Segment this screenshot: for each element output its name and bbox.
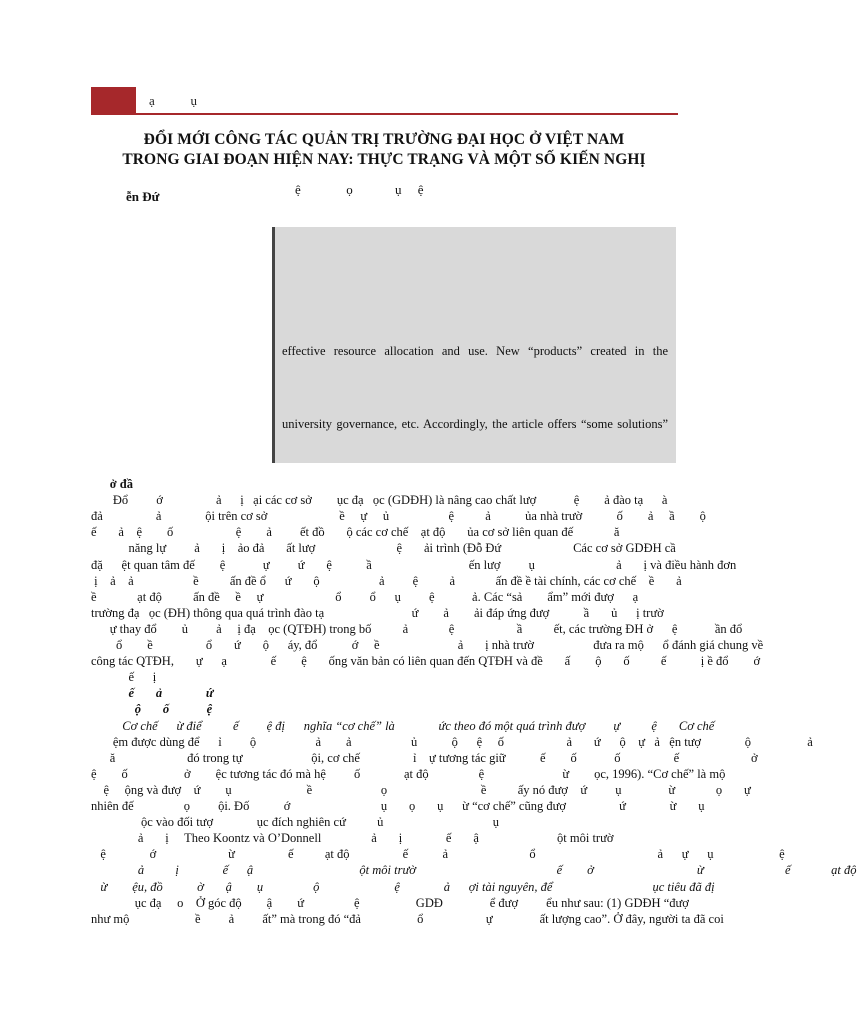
body-line: ệ ố ở ệc tương tác đó mà hệ ố ạt độ ệ ừ ọc, 1996). “Cơ chế” là mộ	[91, 766, 726, 781]
body-line: ừ ệu, đồ ờ ậ ụ ộ ệ ả ợi tài nguyên, để ục tiêu đã đị	[91, 879, 715, 894]
journal-header	[91, 87, 678, 114]
body-line: ổ ề ổ ứ ộ áy, đổ ớ ề ả ị nhà trườ đưa ra mộ ổ đánh giá chung về	[91, 638, 764, 652]
header-rule	[91, 113, 678, 115]
body-line: ệ ộng và đượ ứ ụ ề ọ ề ấy nó đượ ứ ụ ừ ọ ự	[91, 782, 751, 797]
body-line: ế ả ệ ố ệ ả ết đồ ộ các cơ chế ạt độ ủa cơ sở liên quan đế ă	[91, 525, 620, 540]
body-line: năng lự ả ị ảo đả ất lượ ệ ải trình (Đỗ Đứ Các cơ sở GDĐH cầ	[91, 541, 676, 556]
header-red-block	[91, 87, 136, 114]
body-line: ề ạt độ ấn đề ề ự ổ ổ ụ ệ ả. Các “sả ẩm” mới đượ ạ	[91, 589, 639, 604]
abstract-line-1: effective resource allocation and use. New “products” created in the	[282, 344, 668, 358]
author-name: ễn Đứ	[126, 189, 160, 204]
body-line: ệ ớ ừ ế ạt độ ế ả ổ ả ự ụ ệ	[91, 847, 785, 862]
header-text: ạ ụ	[149, 93, 198, 108]
abstract-box	[272, 227, 676, 463]
body-line: ế ị	[91, 670, 157, 685]
body-line: đặ ệt quan tâm đế ệ ự ứ ệ ầ ến lượ ụ ả ị và điều hành đơn	[91, 557, 737, 572]
body-line: nhiên đế ọ ội. Đố ớ ụ ọ ụ ừ “cơ chế” cũng đượ ứ ừ ụ	[91, 799, 705, 813]
body-line: Đổ ớ ả ị ại các cơ sở ục đạ ọc (GDĐH) là nâng cao chất lượ ệ ả đào tạ à	[91, 493, 668, 508]
body-line: ị ả ả ề ấn đề ổ ứ ộ ả ệ ả ấn đề ề tài chính, các cơ chế ề ả	[91, 573, 682, 588]
body-line: ệm được dùng để ỉ ộ ả ả ủ ộ ệ ố ả ứ ộ ự ả ện tượ ộ ả	[91, 734, 813, 749]
body-line: trường đạ ọc (ĐH) thông qua quá trình đào tạ ứ ả ải đáp ứng đượ ầ ủ ị trườ	[91, 605, 664, 620]
body-line: ở đầ	[91, 477, 133, 491]
body-line: công tác QTĐH, ự ạ ế ệ ống văn bản có liên quan đến QTĐH và đề ấ ộ ố ế ị ề đổ ớ	[91, 654, 761, 669]
article-title-line-2: TRONG GIAI ĐOẠN HIỆN NAY: THỰC TRẠNG VÀ MỘT SỐ KIẾN NGHỊ	[122, 151, 646, 168]
abstract-line-2: university governance, etc. Accordingly, the article offers “some solutions”	[282, 417, 668, 431]
body-line: ả ị Theo Koontz và O’Donnell ả ị ế ậ ột môi trườ	[91, 831, 614, 846]
author-affiliation: ệ ọ ụ ệ	[295, 182, 424, 197]
article-title-line-1: ĐỔI MỚI CÔNG TÁC QUẢN TRỊ TRƯỜNG ĐẠI HỌC Ở VIỆT NAM	[143, 131, 625, 148]
body-line: như mộ ề ả ất” mà trong đó “đả ổ ự ất lượng cao”. Ở đây, người ta đã coi	[91, 911, 724, 926]
abstract-left-rule	[272, 227, 275, 463]
body-line: ộc vào đối tượ ục đích nghiên cứ ủ ụ	[91, 815, 499, 830]
body-line: ục đạ o Ở góc độ ậ ứ ệ GDĐ ể đượ ểu như sau: (1) GDĐH “đượ	[91, 895, 689, 910]
body-line: Cơ chế ừ điể ế ệ đị nghĩa “cơ chế” là ức theo đó một quá trình đượ ự ệ Cơ chế	[91, 718, 715, 733]
body-line: ự thay đổ ủ ả ị đạ ọc (QTĐH) trong bố ả ệ ầ ết, các trường ĐH ở ệ ần đổ	[91, 621, 743, 636]
body-line: ộ ố ệ	[91, 702, 213, 717]
body-line: ả ị ế ậ ột môi trườ ế ở ừ ế ạt độ	[91, 863, 857, 878]
body-line: ă đó trong tự ội, cơ chế ỉ ự tương tác giữ ế ố ố ế ở	[91, 750, 758, 765]
body-line: đả ả ội trên cơ sở ề ự ủ ệ ả ủa nhà trườ ố ả ầ ộ	[91, 509, 706, 524]
body-line: ế ả ứ	[91, 686, 214, 701]
